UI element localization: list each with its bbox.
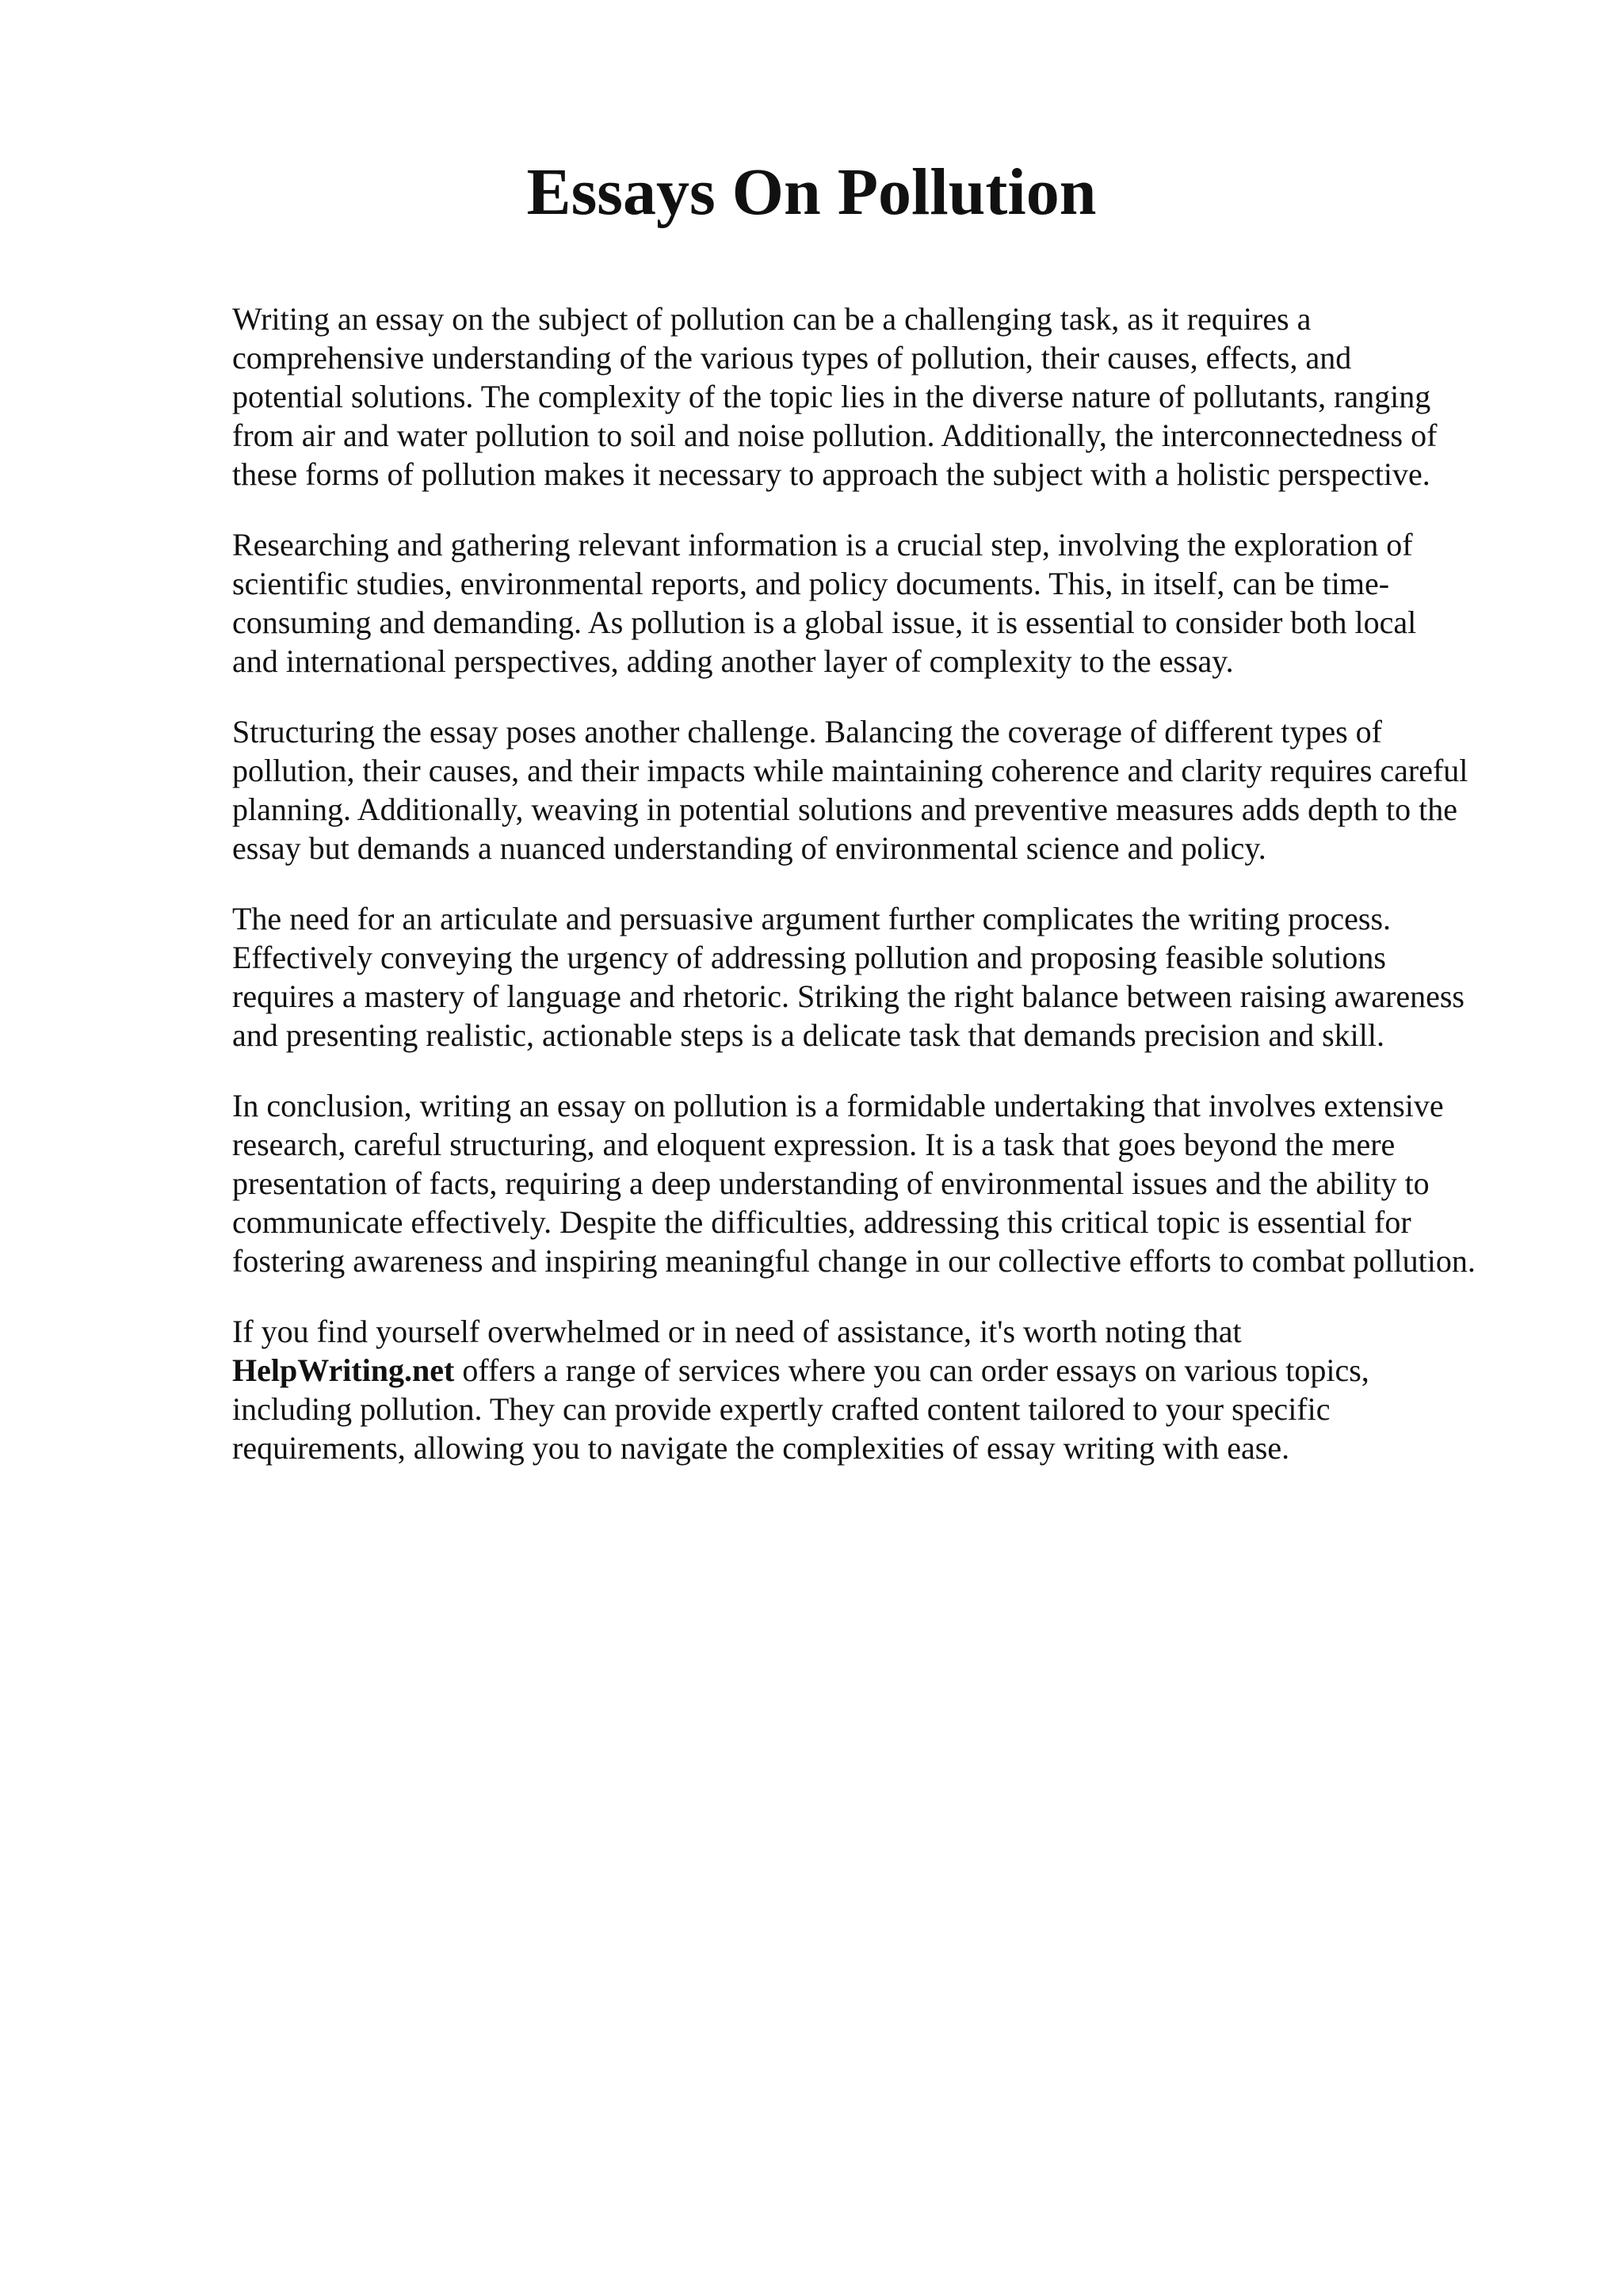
text-line: requires a mastery of language and rhetoric. Striking the right balance between raising awareness [232,978,1465,1014]
text-line: planning. Additionally, weaving in potential solutions and preventive measures adds depth to the [232,791,1457,827]
text-line: comprehensive understanding of the various types of pollution, their causes, effects, and [232,340,1352,376]
text-line: The need for an articulate and persuasive argument further complicates the writing process. [232,901,1392,936]
text-line: these forms of pollution makes it necessary to approach the subject with a holistic perspective. [232,456,1430,492]
essay-body [232,299,1540,1499]
text-line: If you find yourself overwhelmed or in need of assistance, it's worth noting that [232,1314,1242,1349]
text-line: In conclusion, writing an essay on pollution is a formidable undertaking that involves extensive [232,1088,1444,1123]
paragraph-4 [232,899,1540,1055]
text-line: and presenting realistic, actionable steps is a delicate task that demands precision and skill. [232,1017,1385,1053]
text-line [232,1351,1540,1390]
text-line: Writing an essay on the subject of pollution can be a challenging task, as it requires a [232,301,1312,337]
paragraph-6 [232,1312,1540,1467]
page-title: Essays On Pollution [526,155,1097,229]
text-line: Effectively conveying the urgency of addressing pollution and proposing feasible solutions [232,940,1386,975]
text-line: Researching and gathering relevant information is a crucial step, involving the exploration of [232,527,1413,563]
text-fragment: offers a range of services where you can order essays on various topics, [454,1352,1369,1388]
text-line: communicate effectively. Despite the difficulties, addressing this critical topic is essential for [232,1204,1411,1240]
text-line: presentation of facts, requiring a deep understanding of environmental issues and the ability to [232,1165,1430,1201]
text-line: consuming and demanding. As pollution is a global issue, it is essential to consider both local [232,605,1417,640]
text-line: pollution, their causes, and their impacts while maintaining coherence and clarity requires careful [232,753,1468,788]
text-line: essay but demands a nuanced understanding of environmental science and policy. [232,830,1266,866]
text-line: research, careful structuring, and eloquent expression. It is a task that goes beyond the mere [232,1127,1396,1162]
paragraph-1 [232,299,1540,494]
text-line: Structuring the essay poses another challenge. Balancing the coverage of different types of [232,714,1382,749]
text-line: fostering awareness and inspiring meaningful change in our collective efforts to combat pollution. [232,1243,1476,1279]
text-line: potential solutions. The complexity of the topic lies in the diverse nature of pollutants, ranging [232,379,1431,414]
paragraph-3 [232,712,1540,868]
text-line: scientific studies, environmental reports, and policy documents. This, in itself, can be time- [232,566,1390,601]
text-line: requirements, allowing you to navigate the complexities of essay writing with ease. [232,1430,1290,1466]
text-line: and international perspectives, adding another layer of complexity to the essay. [232,643,1234,679]
text-line: including pollution. They can provide expertly crafted content tailored to your specific [232,1391,1331,1427]
text-line: from air and water pollution to soil and noise pollution. Additionally, the interconnectedness of [232,418,1438,453]
brand-name: HelpWriting.net [232,1352,455,1388]
paragraph-5 [232,1086,1540,1280]
paragraph-2 [232,525,1540,681]
